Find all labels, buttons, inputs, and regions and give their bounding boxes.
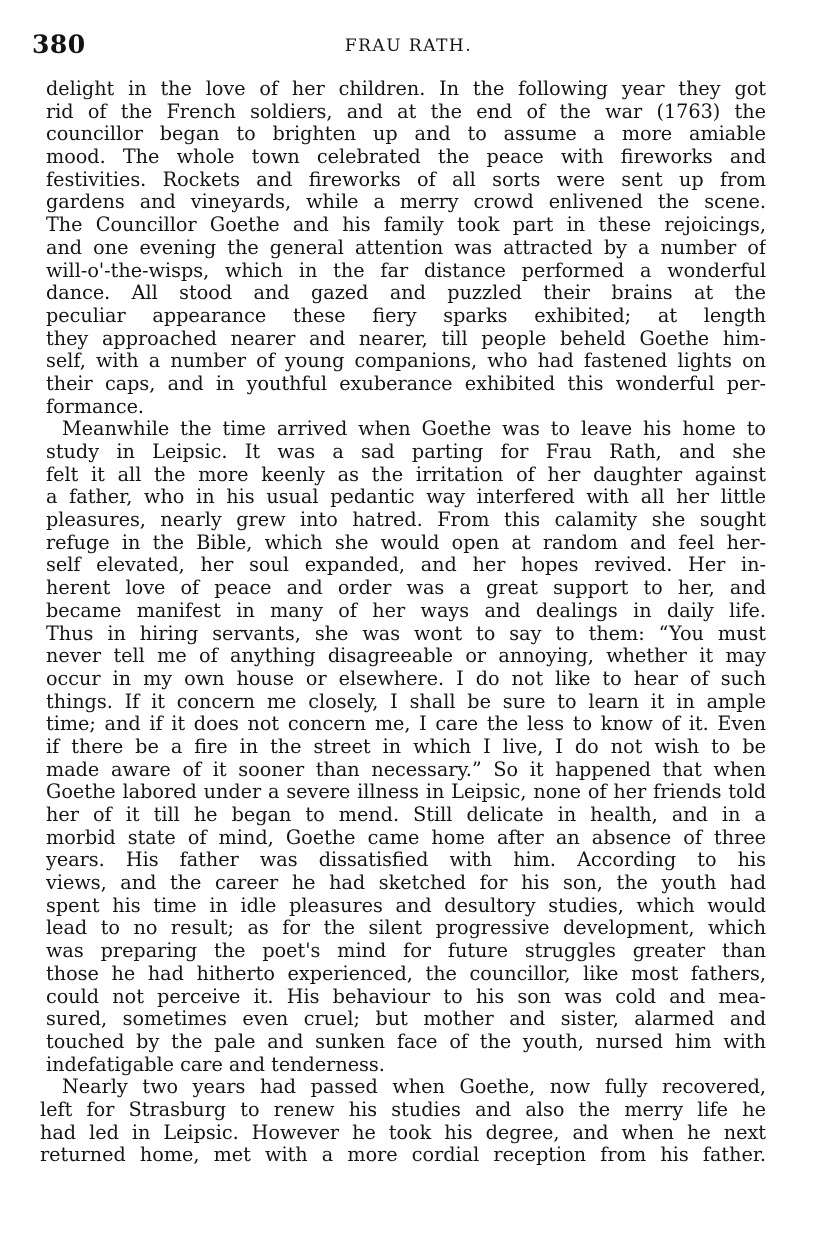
text-line: morbid state of mind, Goethe came home after an absence of three — [46, 826, 766, 849]
text-line: delight in the love of her children. In the following year they got — [46, 78, 766, 100]
text-line: Thus in hiring servants, she was wont to say to them: “You must — [46, 622, 766, 645]
text-line: councillor began to brighten up and to assume a more amiable — [46, 123, 766, 146]
text-line: their caps, and in youthful exuberance exhibited this wonderful per- — [46, 372, 766, 395]
text-line: touched by the pale and sunken face of the youth, nursed him with — [46, 1030, 766, 1053]
body-text — [40, 78, 766, 1167]
text-line: a father, who in his usual pedantic way interfered with all her little — [46, 486, 766, 509]
text-line: left for Strasburg to renew his studies and also the merry life he — [40, 1098, 766, 1121]
text-line: occur in my own house or elsewhere. I do not like to hear of such — [46, 667, 766, 690]
page-number: 380 — [32, 30, 86, 59]
text-line: time; and if it does not concern me, I care the less to know of it. Even — [46, 713, 766, 736]
text-line: her of it till he began to mend. Still delicate in health, and in a — [46, 804, 766, 826]
text-line: could not perceive it. His behaviour to his son was cold and mea- — [46, 985, 766, 1008]
text-line: self elevated, her soul expanded, and her hopes revived. Her in- — [46, 554, 766, 577]
text-line: became manifest in many of her ways and dealings in daily life. — [46, 599, 766, 622]
text-line: Goethe labored under a severe illness in Leipsic, none of her friends told — [46, 781, 766, 804]
text-line: those he had hitherto experienced, the councillor, like most fathers, — [46, 962, 766, 985]
text-line: festivities. Rockets and fireworks of all sorts were sent up from — [46, 168, 766, 191]
text-line: felt it all the more keenly as the irritation of her daughter against — [46, 463, 766, 486]
page-header — [0, 30, 817, 60]
text-line: lead to no result; as for the silent progressive development, which — [46, 917, 766, 940]
text-line: sured, sometimes even cruel; but mother and sister, alarmed and — [46, 1008, 766, 1031]
text-line: herent love of peace and order was a great support to her, and — [46, 577, 766, 600]
text-line: self, with a number of young companions, who had fastened lights on — [46, 350, 766, 373]
paragraph-start-line: Nearly two years had passed when Goethe, now fully recovered, — [62, 1076, 766, 1099]
text-line: peculiar appearance these fiery sparks exhibited; at length — [46, 304, 766, 327]
text-line: things. If it concern me closely, I shall be sure to learn it in ample — [46, 690, 766, 713]
text-line: had led in Leipsic. However he took his degree, and when he next — [40, 1121, 766, 1144]
text-line: views, and the career he had sketched for his son, the youth had — [46, 872, 766, 895]
text-line: never tell me of anything disagreeable or annoying, whether it may — [46, 645, 766, 668]
text-line: gardens and vineyards, while a merry crowd enlivened the scene. — [46, 191, 766, 214]
text-line: pleasures, nearly grew into hatred. From this calamity she sought — [46, 509, 766, 532]
running-head: FRAU RATH. — [344, 36, 473, 56]
text-line: and one evening the general attention was attracted by a number of — [46, 236, 766, 259]
paragraph-end-line: formance. — [46, 395, 145, 418]
text-line: made aware of it sooner than necessary.” So it happened that when — [46, 758, 766, 781]
text-line: rid of the French soldiers, and at the end of the war (1763) the — [46, 100, 766, 123]
paragraph-start-line: Meanwhile the time arrived when Goethe was to leave his home to — [62, 418, 766, 441]
text-line: refuge in the Bible, which she would open at random and feel her- — [46, 531, 766, 554]
text-line: dance. All stood and gazed and puzzled their brains at the — [46, 282, 766, 305]
text-line: The Councillor Goethe and his family took part in these rejoicings, — [46, 214, 766, 237]
text-line: if there be a fire in the street in which I live, I do not wish to be — [46, 735, 766, 758]
text-line: study in Leipsic. It was a sad parting for Frau Rath, and she — [46, 441, 766, 463]
text-line: years. His father was dissatisfied with him. According to his — [46, 849, 766, 872]
text-line: mood. The whole town celebrated the peace with fireworks and — [46, 146, 766, 169]
text-line: spent his time in idle pleasures and desultory studies, which would — [46, 894, 766, 917]
paragraph-end-line: indefatigable care and tenderness. — [46, 1053, 385, 1076]
text-line: will-o'-the-wisps, which in the far distance performed a wonderful — [46, 259, 766, 282]
text-line: returned home, met with a more cordial reception from his father. — [40, 1144, 766, 1167]
text-line: was preparing the poet's mind for future struggles greater than — [46, 940, 766, 963]
text-line: they approached nearer and nearer, till people beheld Goethe him- — [46, 327, 766, 350]
